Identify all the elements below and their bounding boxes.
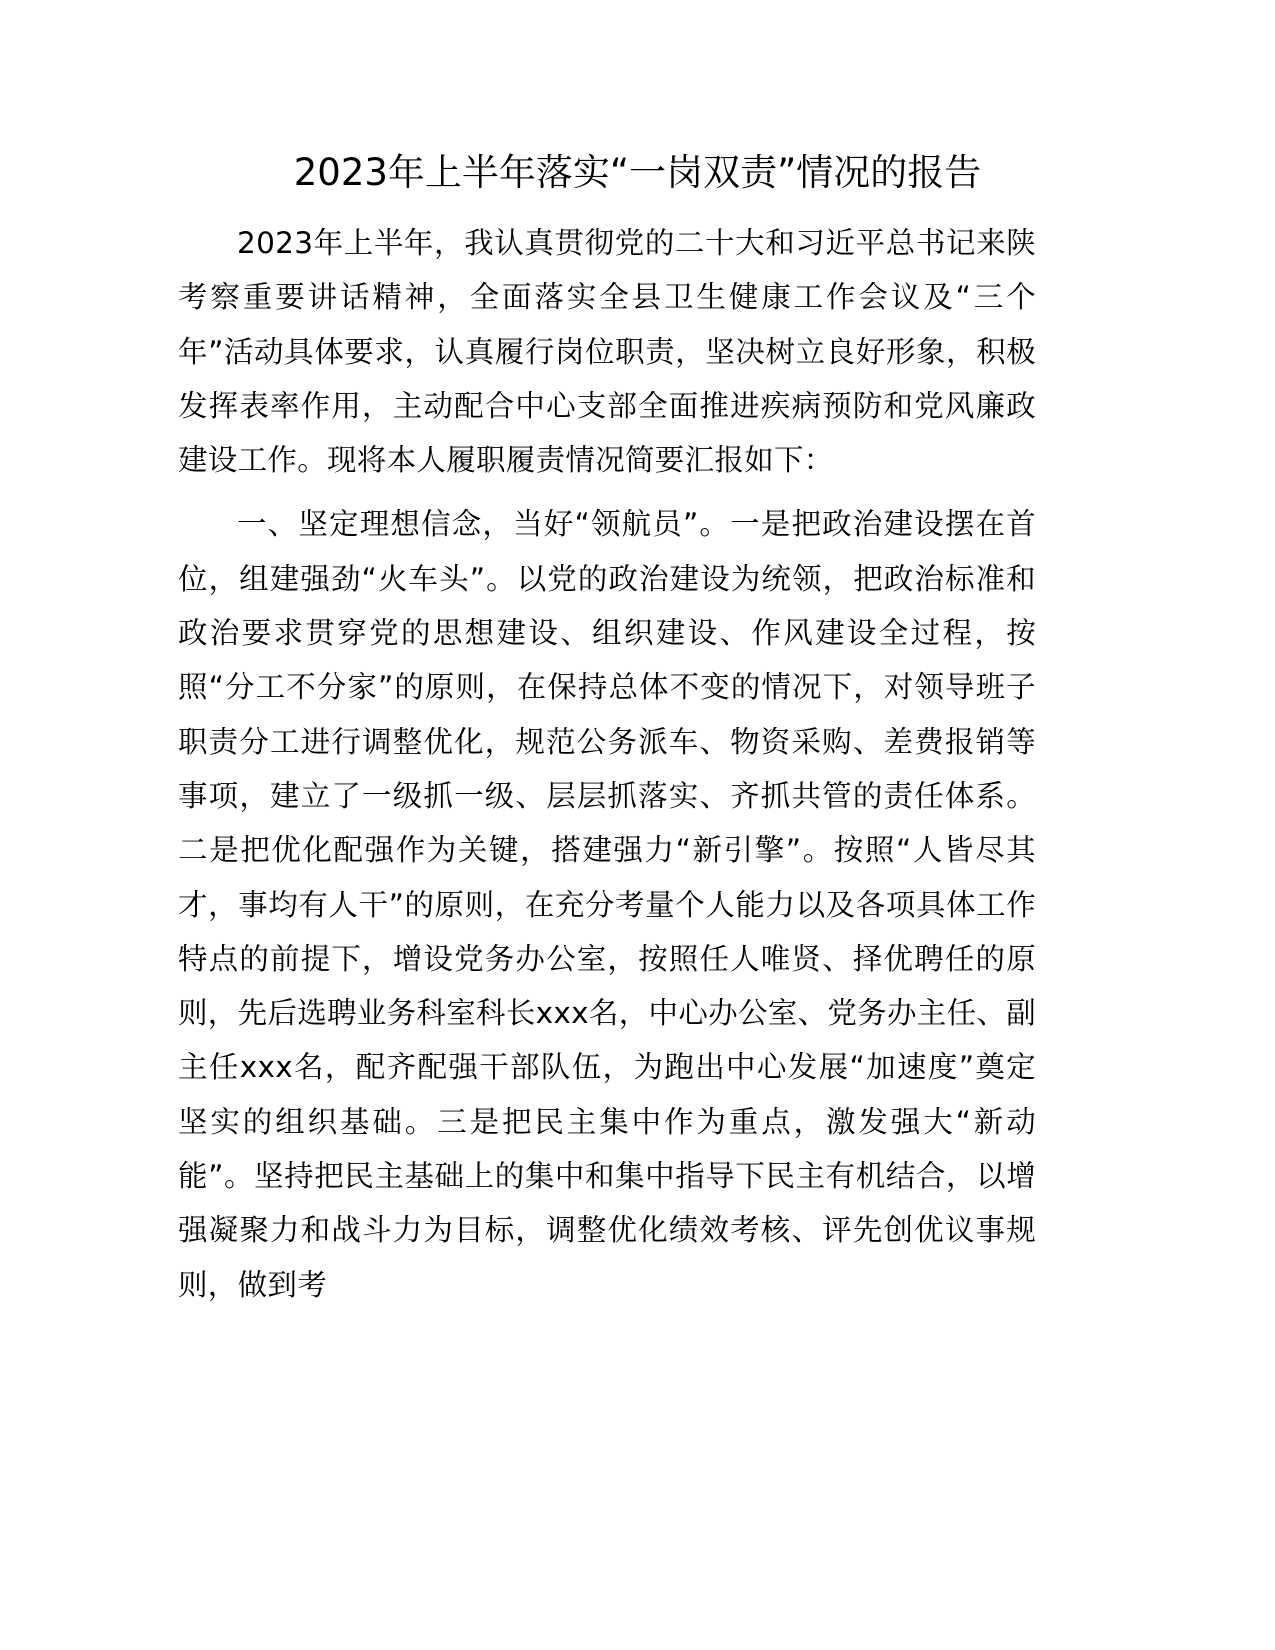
document-title: 2023年上半年落实“一岗双责”情况的报告 — [293, 151, 982, 194]
section-one-paragraph: 一、坚定理想信念，当好“领航员”。一是把政治建设摆在首位，组建强劲“火车头”。以党的政治建设为统领，把政治标准和政治要求贯穿党的思想建设、组织建设、作风建设全过程，按照“分工不分家”的原则，在保持总体不变的情况下，对领导班子职责分工进行调整优化，规范公务派车、物资采购、差费报销等事项，建立了一级抓一级、层层抓落实、齐抓共管的责任体系。二是把优化配强作为关键，搭建强力“新引擎”。按照“人皆尽其才，事均有人干”的原则，在充分考量个人能力以及各项具体工作特点的前提下，增设党务办公室，按照任人唯贤、择优聘任的原则，先后选聘业务科室科长xxx名，中心办公室、党务办主任、副主任xxx名，配齐配强干部队伍，为跑出中心发展“加速度”奠定坚实的组织基础。三是把民主集中作为重点，激发强大“新动能”。坚持把民主基础上的集中和集中指导下民主有机结合，以增强凝聚力和战斗力为目标，调整优化绩效考核、评先创优议事规则，做到考 — [178, 507, 1036, 1302]
document-body — [178, 216, 1036, 1312]
intro-paragraph: 2023年上半年，我认真贯彻党的二十大和习近平总书记来陕考察重要讲话精神，全面落实全县卫生健康工作会议及“三个年”活动具体要求，认真履行岗位职责，坚决树立良好形象，积极发挥表率作用，主动配合中心支部全面推进疾病预防和党风廉政建设工作。现将本人履职履责情况简要汇报如下： — [178, 226, 1036, 478]
